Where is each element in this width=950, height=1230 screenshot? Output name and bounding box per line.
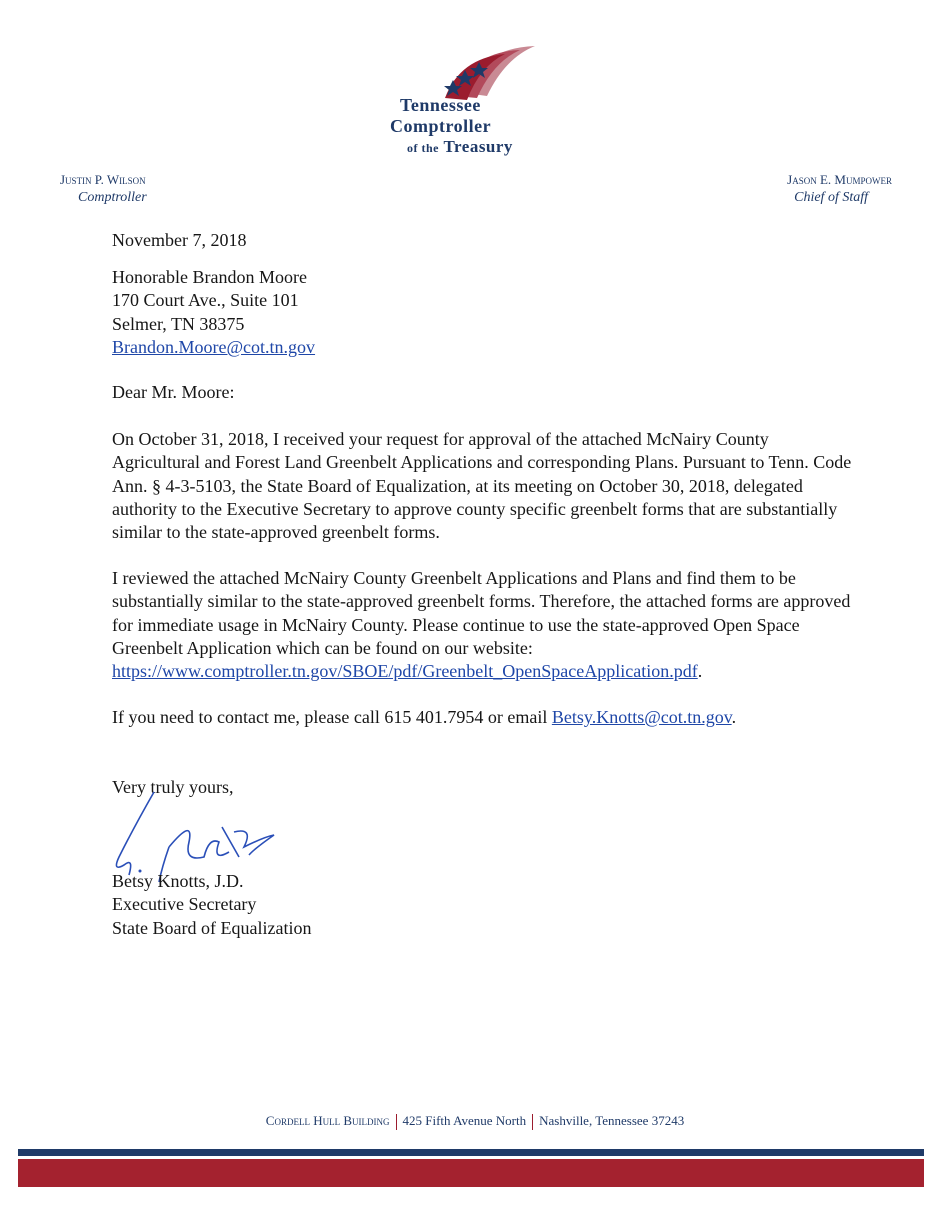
- chief-of-staff-title: Chief of Staff: [794, 190, 868, 205]
- paragraph-approval-text: I reviewed the attached McNairy County Greenbelt Applications and Plans and find them to be substantially similar to the state-approved greenbelt forms. Therefore, the attached forms are approved for immediate usage in McNairy County. Please continue to use the state-approved Open Space Greenbelt Application which can be found on our website:: [112, 568, 851, 658]
- letter-date: November 7, 2018: [112, 230, 247, 250]
- contact-email-link[interactable]: Betsy.Knotts@cot.tn.gov: [551, 707, 732, 727]
- recipient-name: Honorable Brandon Moore: [112, 267, 307, 287]
- logo-treasury: Treasury: [443, 137, 513, 156]
- paragraph-approval: I reviewed the attached McNairy County Greenbelt Applications and Plans and find them to be substantially similar to the state-approved greenbelt forms. Therefore, the attached forms are approved for immediate usage in McNairy County. Please continue to use the state-approved Open Space Greenbelt Application which can be found on our website: https://www.comptroller.tn.gov/SBOE/pdf/Greenbelt_OpenSpaceApplication.pdf.: [112, 568, 851, 682]
- comptroller-title: Comptroller: [78, 190, 147, 205]
- paragraph-contact: If you need to contact me, please call 615 401.7954 or email Betsy.Knotts@cot.tn.gov.: [112, 707, 737, 727]
- signer-name: Betsy Knotts, J.D.: [112, 871, 244, 891]
- signer-organization: State Board of Equalization: [112, 917, 312, 938]
- footer-divider: [396, 1114, 397, 1130]
- flag-stars-logo-icon: [435, 38, 555, 100]
- footer-address: [0, 1113, 950, 1130]
- salutation: Dear Mr. Moore:: [112, 382, 235, 402]
- logo-line-comptroller: Comptroller: [390, 116, 492, 136]
- signature-block: [112, 870, 852, 940]
- logo-line-treasury: [407, 137, 607, 158]
- recipient-city: Selmer, TN 38375: [112, 313, 245, 334]
- recipient-address: [112, 266, 852, 359]
- logo-of-the: of the: [407, 141, 439, 155]
- comptroller-logo: [380, 38, 580, 163]
- footer-blue-stripe: [18, 1149, 924, 1156]
- signer-title: Executive Secretary: [112, 894, 257, 915]
- comptroller-name: Justin P. Wilson: [60, 172, 146, 187]
- chief-of-staff-name: Jason E. Mumpower: [787, 172, 892, 187]
- recipient-email-link[interactable]: Brandon.Moore@cot.tn.gov: [112, 336, 316, 357]
- contact-text: If you need to contact me, please call 615 401.7954 or email: [112, 707, 552, 727]
- paragraph-request: On October 31, 2018, I received your request for approval of the attached McNairy County Agricultural and Forest Land Greenbelt Applications and corresponding Plans. Pursuant to Tenn. Code Ann. § 4-3-5103, the State Board of Equalization, at its meeting on October 30, 2018, delegated authority to the Executive Secretary to approve county specific greenbelt forms that are substantially similar to the state-approved greenbelt forms.: [112, 429, 852, 543]
- recipient-street: 170 Court Ave., Suite 101: [112, 290, 299, 311]
- closing: Very truly yours,: [112, 777, 234, 797]
- footer-divider: [532, 1114, 533, 1130]
- open-space-application-link[interactable]: https://www.comptroller.tn.gov/SBOE/pdf/Greenbelt_OpenSpaceApplication.pdf: [112, 661, 698, 682]
- footer-city: Nashville, Tennessee 37243: [539, 1113, 685, 1128]
- logo-line-tennessee: Tennessee: [400, 95, 481, 115]
- footer-building: Cordell Hull Building: [265, 1113, 390, 1128]
- footer-street: 425 Fifth Avenue North: [402, 1113, 527, 1128]
- footer-red-stripe: [18, 1159, 924, 1187]
